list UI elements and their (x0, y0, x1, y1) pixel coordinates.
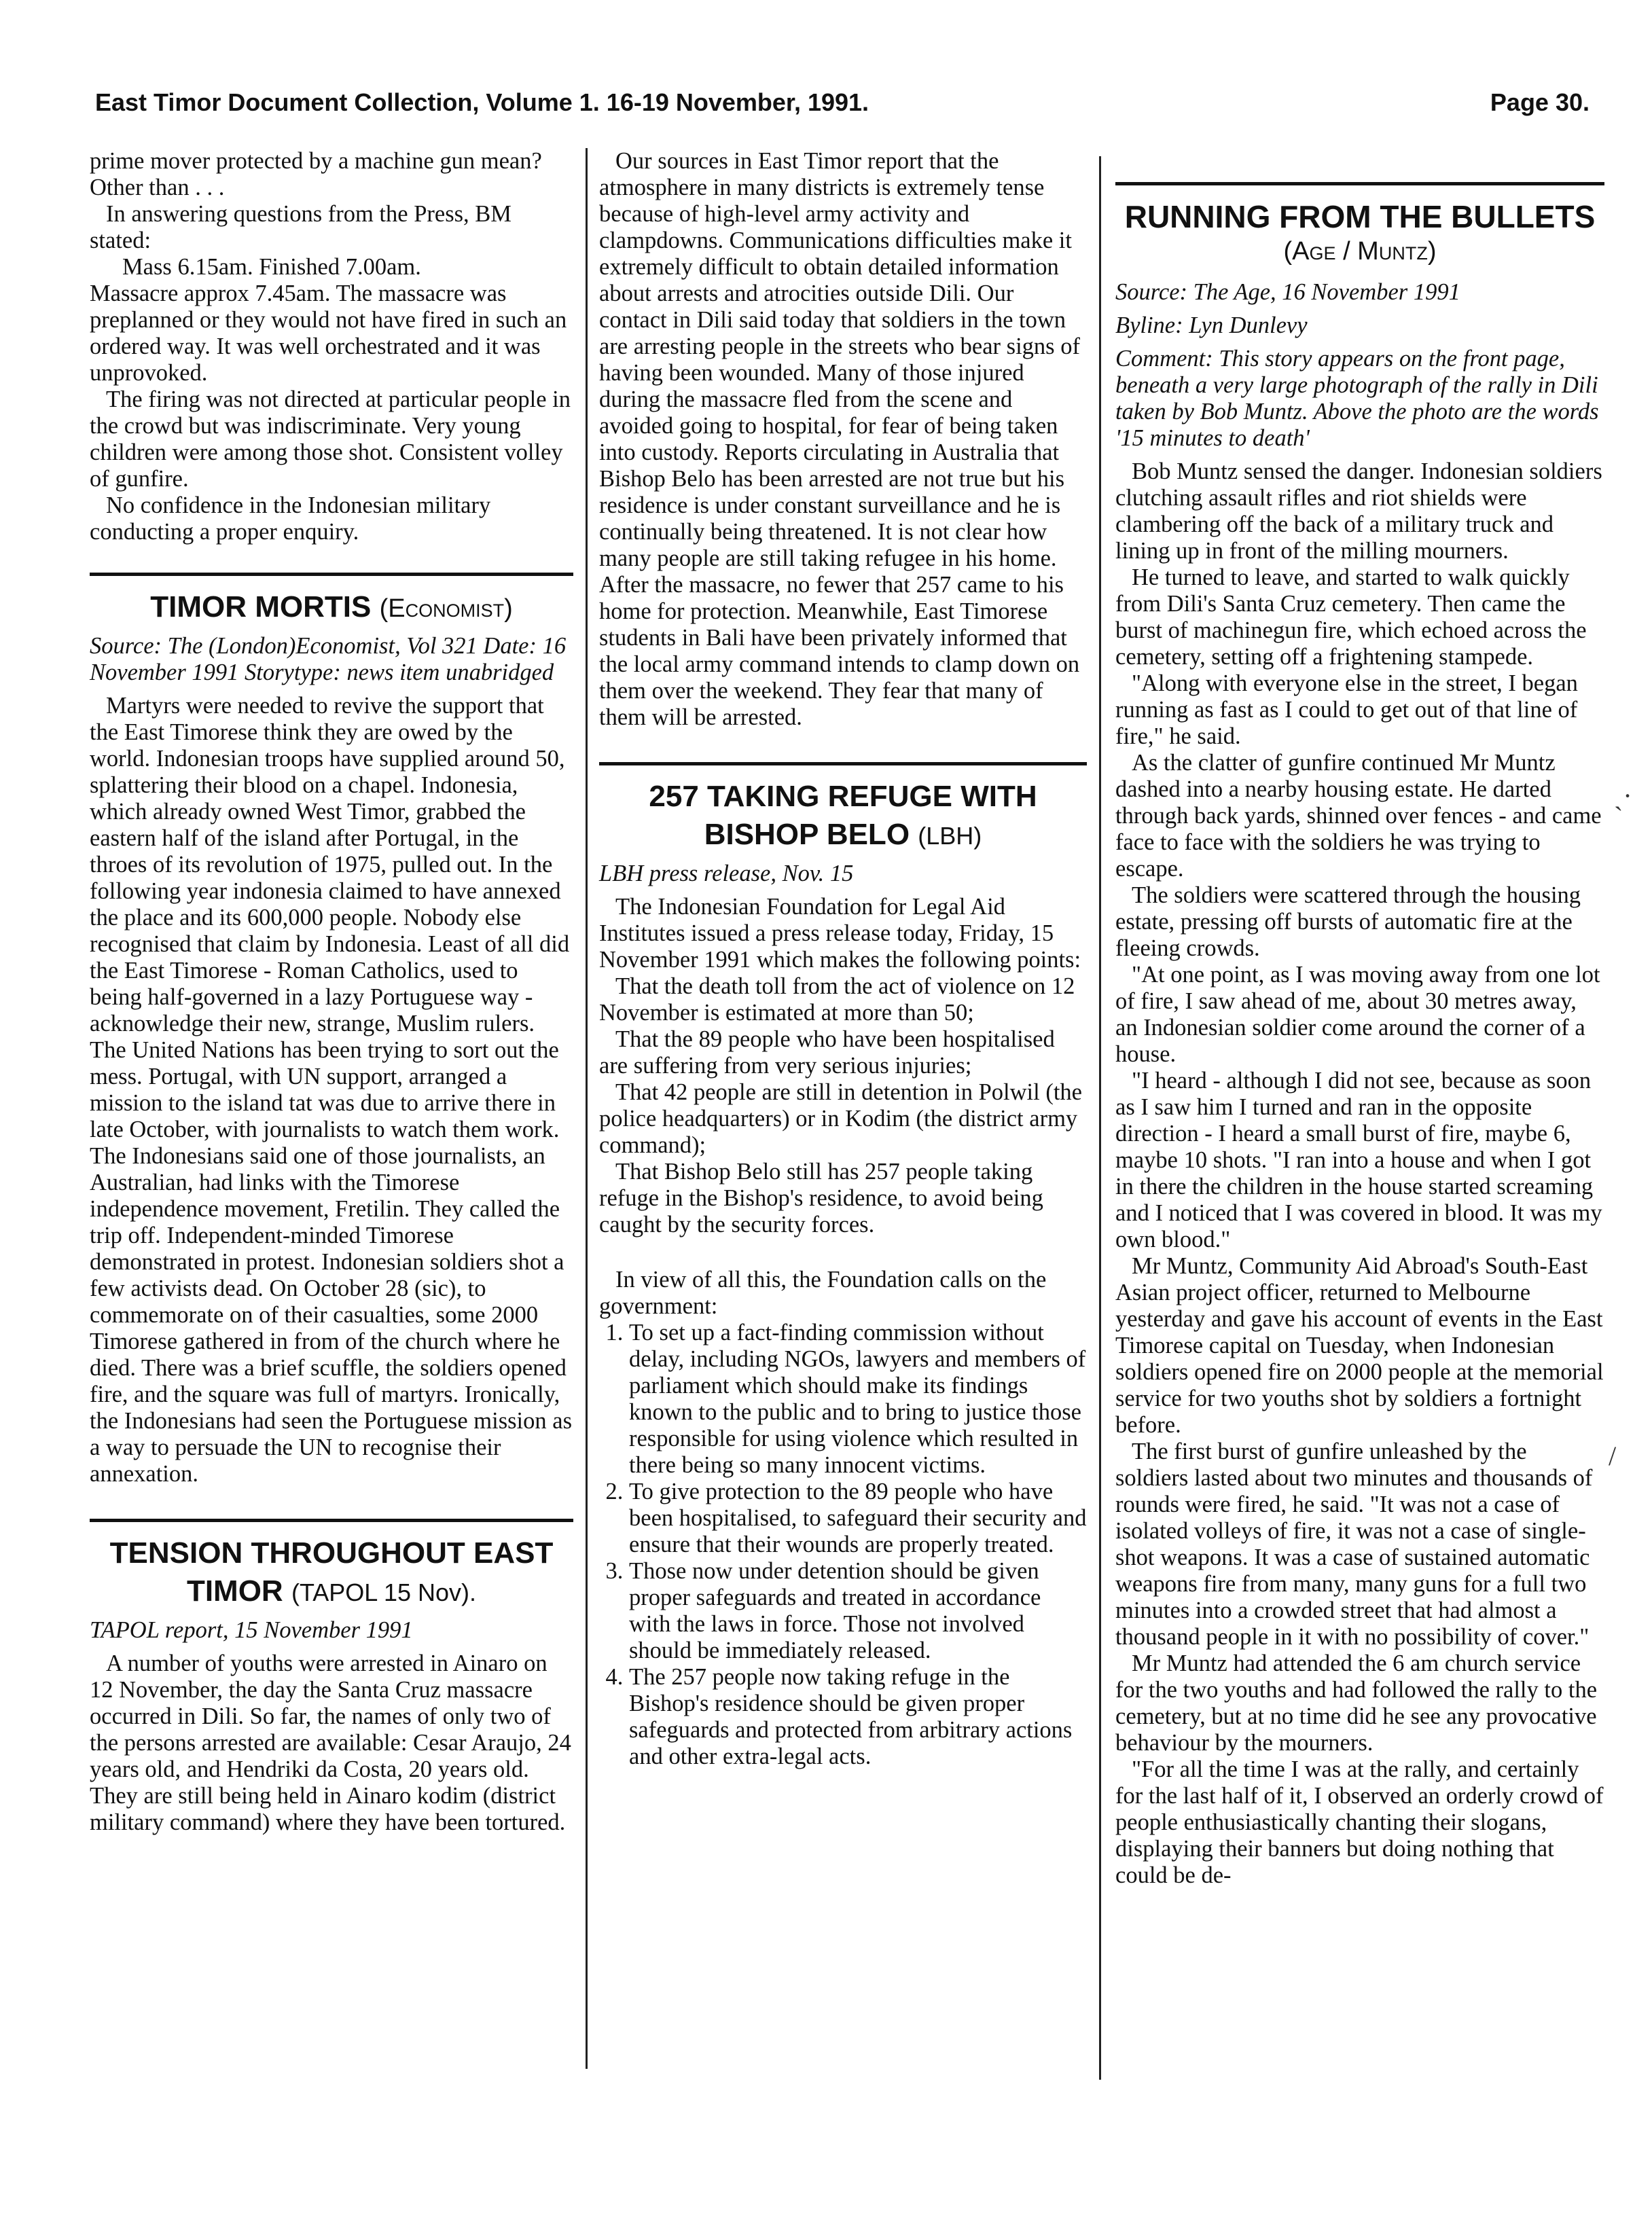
margin-mark-1: ˏ· (1614, 780, 1632, 811)
bullets-para-3: "Along with everyone else in the street, I began running as fast as I could to get out of that line of fire," he said. (1115, 670, 1578, 749)
column-rule-1 (586, 148, 588, 2069)
refuge-title-1: 257 TAKING REFUGE WITH (649, 780, 1037, 813)
bullets-para-5: The soldiers were scattered through the housing estate, pressing off bursts of automatic fire at the fleeing crowds. (1115, 882, 1581, 961)
refuge-heading (599, 762, 1087, 855)
column-1 (90, 148, 573, 1836)
bullets-para-1: Bob Muntz sensed the danger. Indonesian soldiers clutching assault rifles and riot shields were clambering off the back of a military truck and lining up in front of the milling mourners. (1115, 458, 1602, 564)
bullets-para-6: "At one point, as I was moving away from one lot of fire, I saw ahead of me, about 30 metres away, an Indonesian soldier come around the corner of a house. (1115, 962, 1600, 1067)
refuge-point-2: That the 89 people who have been hospitalised are suffering from very serious injuries; (599, 1026, 1055, 1079)
call-item-3: 3. Those now under detention should be given proper safeguards and treated in accordance with the laws in force. Those not involved should be immediately released. (629, 1558, 1087, 1664)
bullets-para-9: The first burst of gunfire unleashed by the soldiers lasted about two minutes and thousands of rounds were fired, he said. "It was not a case of isolated volleys of fire, it was not a case of single-shot weapons. It was a case of sustained automatic weapons fire from many, many guns for a full two minutes into a crowded street that had almost a thousand people in it with no possibility of cover." (1115, 1439, 1593, 1650)
bullets-para-7: "I heard - although I did not see, because as soon as I saw him I turned and ran in the opposite direction - I heard a small burst of fire, maybe 6, maybe 10 shots. "I ran into a house and when I got in there the children in the house started screaming and I noticed that I was covered in blood. It was my own blood." (1115, 1068, 1602, 1252)
bullets-para-8: Mr Muntz, Community Aid Abroad's South-East Asian project officer, returned to Melbourne yesterday and gave his account of events in the East Timorese capital on Tuesday, when Indonesian soldiers opened fire on 2000 people at the memorial service for two youths shot by soldiers a fortnight before. (1115, 1253, 1604, 1438)
intro-line-5: The firing was not directed at particular people in the crowd but was indiscriminate. Very young children were among those shot. Consistent volley of gunfire. (90, 386, 571, 492)
call-item-4: 4. The 257 people now taking refuge in the Bishop's residence should be given proper safeguards and protected from arbitrary actions and other extra-legal acts. (629, 1664, 1087, 1770)
bullets-heading (1115, 182, 1604, 267)
margin-mark-2: / (1609, 1441, 1617, 1471)
calls-list (599, 1320, 1087, 1770)
intro-line-2: In answering questions from the Press, BM stated: (90, 201, 511, 253)
column-3 (1115, 182, 1604, 1889)
refuge-point-1: That the death toll from the act of violence on 12 November is estimated at more than 50; (599, 973, 1075, 1026)
refuge-meta: LBH press release, Nov. 15 (599, 861, 854, 886)
timor-mortis-title: TIMOR MORTIS (150, 590, 372, 624)
timor-mortis-source: (Economist) (379, 594, 513, 623)
column-2 (599, 148, 1087, 1770)
collection-title: East Timor Document Collection, Volume 1. 16-19 November, 1991. (95, 88, 869, 116)
page-header (95, 88, 1590, 129)
timor-mortis-heading (90, 573, 573, 628)
bullets-source-line: Source: The Age, 16 November 1991 (1115, 279, 1460, 305)
bullets-para-10: Mr Muntz had attended the 6 am church service for the two youths and had followed the rally to the cemetery, but at no time did he see any provocative behaviour by the mourners. (1115, 1650, 1598, 1756)
bullets-para-11: "For all the time I was at the rally, and certainly for the last half of it, I observed an orderly crowd of people enthusiastically chanting their slogans, displaying their banners but doing nothing that could be de- (1115, 1756, 1604, 1888)
call-item-2: 2. To give protection to the 89 people who have been hospitalised, to safeguard their security and ensure that their wounds are properly treated. (629, 1479, 1087, 1558)
column-rule-2 (1099, 156, 1101, 2080)
intro-line-6: No confidence in the Indonesian military conducting a proper enquiry. (90, 492, 491, 545)
intro-line-3: Mass 6.15am. Finished 7.00am. (122, 254, 421, 280)
tension-meta: TAPOL report, 15 November 1991 (90, 1617, 413, 1643)
intro-line-4: Massacre approx 7.45am. The massacre was preplanned or they would not have fired in such an ordered way. It was well orchestrated and it was unprovoked. (90, 281, 567, 386)
bullets-para-2: He turned to leave, and started to walk quickly from Dili's Santa Cruz cemetery. Then came the burst of machinegun fire, which echoed across the cemetery, setting off a frightening stampede. (1115, 564, 1587, 670)
refuge-title-2: BISHOP BELO (704, 818, 910, 851)
call-item-1: 1. To set up a fact-finding commission without delay, including NGOs, lawyers and members of parliament which should make its findings known to the public and to bring to justice those responsible for using violence which resulted in there being so many innocent victims. (629, 1320, 1087, 1479)
page-number: Page 30. (1490, 88, 1590, 116)
timor-mortis-body: Martyrs were needed to revive the support that the East Timorese think they are owed by the world. Indonesian troops have supplied around 50, splattering their blood on a chapel. Indonesia, which already owned West Timor, grabbed the eastern half of the island after Portugal, in the throes of its revolution of 1975, pulled out. In the following year indonesia claimed to have annexed the place and its 600,000 people. Nobody else recognised that claim by Indonesia. Least of all did the East Timorese - Roman Catholics, used to being half-governed in a lazy Portuguese way - acknowledge their new, strange, Muslim rulers. The United Nations has been trying to sort out the mess. Portugal, with UN support, arranged a mission to the island tat was due to arrive there in late October, with journalists to watch them work. The Indonesians said one of those journalists, an Australian, had links with the Timorese independence movement, Fretilin. They called the trip off. Independent-minded Timorese demonstrated in protest. Indonesian soldiers shot a few activists dead. On October 28 (sic), to commemorate on of their casualties, some 2000 Timorese gathered in from of the church where he died. There was a brief scuffle, the soldiers opened fire, and the square was full of martyrs. Ironically, the Indonesians had seen the Portuguese mission as a way to persuade the UN to recognise their annexation. (90, 693, 572, 1487)
sources-body: Our sources in East Timor report that the atmosphere in many districts is extremely tense because of high-level army activity and clampdowns. Communications difficulties make it extremely difficult to obtain detailed information about arrests and atrocities outside Dili. Our contact in Dili said today that soldiers in the town are arresting people in the streets who bear signs of having been wounded. Many of those injured during the massacre fled from the scene and avoided going to hospital, for fear of being taken into custody. Reports circulating in Australia that Bishop Belo has been arrested are not true but his residence is under constant surveillance and he is continually being threatened. It is not clear how many people are still taking refugee in his home. After the massacre, no fewer that 257 came to his home for protection. Meanwhile, East Timorese students in Bali have been privately informed that the local army command intends to clamp down on them over the weekend. They fear that many of them will be arrested. (599, 148, 1080, 730)
intro-line-1: prime mover protected by a machine gun mean? Other than . . . (90, 148, 542, 200)
tension-source: (TAPOL 15 Nov). (291, 1578, 477, 1606)
refuge-intro: The Indonesian Foundation for Legal Aid Institutes issued a press release today, Friday, 15 November 1991 which makes the following points: (599, 894, 1081, 973)
refuge-point-4: That Bishop Belo still has 257 people taking refuge in the Bishop's residence, to avoid being caught by the security forces. (599, 1159, 1043, 1238)
refuge-point-3: That 42 people are still in detention in Polwil (the police headquarters) or in Kodim (the district army command); (599, 1079, 1082, 1158)
timor-mortis-meta: Source: The (London)Economist, Vol 321 Date: 16 November 1991 Storytype: news item unabridged (90, 633, 567, 685)
tension-heading (90, 1519, 573, 1612)
tension-body: A number of youths were arrested in Ainaro on 12 November, the day the Santa Cruz massacre occurred in Dili. So far, the names of only two of the persons arrested are available: Cesar Araujo, 24 years old, and Hendriki da Costa, 20 years old. They are still being held in Ainaro kodim (district military command) where they have been tortured. (90, 1650, 571, 1835)
tension-title-1: TENSION THROUGHOUT EAST (109, 1536, 554, 1570)
bullets-source: (Age / Muntz) (1283, 237, 1437, 266)
bullets-title: RUNNING FROM THE BULLETS (1124, 199, 1596, 234)
tension-title-2: TIMOR (186, 1574, 283, 1608)
bullets-comment: Comment: This story appears on the front page, beneath a very large photograph of the rally in Dili taken by Bob Muntz. Above the photo are the words '15 minutes to death' (1115, 346, 1599, 451)
refuge-source: (LBH) (918, 822, 982, 850)
calls-intro: In view of all this, the Foundation calls on the government: (599, 1267, 1047, 1319)
bullets-byline: Byline: Lyn Dunlevy (1115, 312, 1308, 338)
bullets-para-4: As the clatter of gunfire continued Mr Muntz dashed into a nearby housing estate. He darted through back yards, shinned over fences - and came face to face with the soldiers he was trying to escape. (1115, 750, 1602, 882)
